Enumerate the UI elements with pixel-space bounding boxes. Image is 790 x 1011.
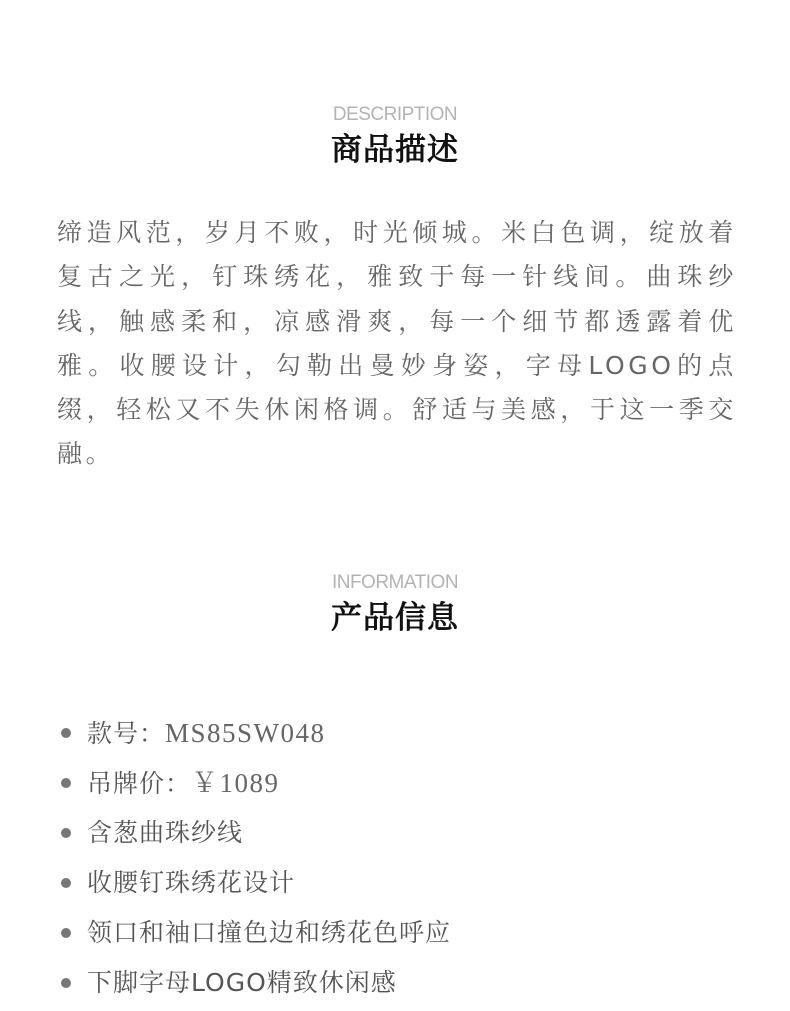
- info-item-style-number: [0, 711, 451, 761]
- information-section: [0, 571, 790, 997]
- info-item-collar-cuffs: [0, 911, 451, 961]
- information-heading: 产品信息: [331, 600, 459, 636]
- information-list: [0, 711, 451, 1011]
- info-item-value: MS85SW048: [165, 718, 326, 748]
- info-item-value: ￥1089: [191, 768, 280, 798]
- description-section: [0, 103, 790, 469]
- description-heading: 商品描述: [331, 132, 459, 168]
- bullet-icon: [61, 978, 71, 988]
- bullet-icon: [61, 928, 71, 938]
- info-item-label: 下脚字母LOGO精致休闲感: [87, 968, 397, 997]
- bullet-icon: [61, 728, 71, 738]
- info-item-label: 领口和袖口撞色边和绣花色呼应: [87, 918, 452, 947]
- info-item-hem-logo: [0, 961, 451, 1011]
- info-item-waist-design: [0, 861, 451, 911]
- information-eyebrow: INFORMATION: [331, 572, 459, 593]
- bullet-icon: [61, 878, 71, 888]
- info-item-label: 收腰钉珠绣花设计: [87, 868, 296, 897]
- info-item-material: [0, 811, 451, 861]
- info-item-label: 含葱曲珠纱线: [87, 818, 244, 847]
- info-item-label: 款号：: [87, 719, 166, 748]
- description-eyebrow: DESCRIPTION: [332, 104, 458, 125]
- description-body: 缔造风范，岁月不败，时光倾城。米白色调，绽放着复古之光，钉珠绣花，雅致于每一针线间。曲珠纱线，触感柔和，凉感滑爽，每一个细节都透露着优雅。收腰设计，勾勒出曼妙身姿，字母LOGO的点缀，轻松又不失休闲格调。舒适与美感，于这一季交融。: [57, 218, 737, 469]
- bullet-icon: [61, 828, 71, 838]
- info-item-label: 吊牌价：: [87, 769, 192, 798]
- info-item-tag-price: [0, 761, 451, 811]
- bullet-icon: [61, 778, 71, 788]
